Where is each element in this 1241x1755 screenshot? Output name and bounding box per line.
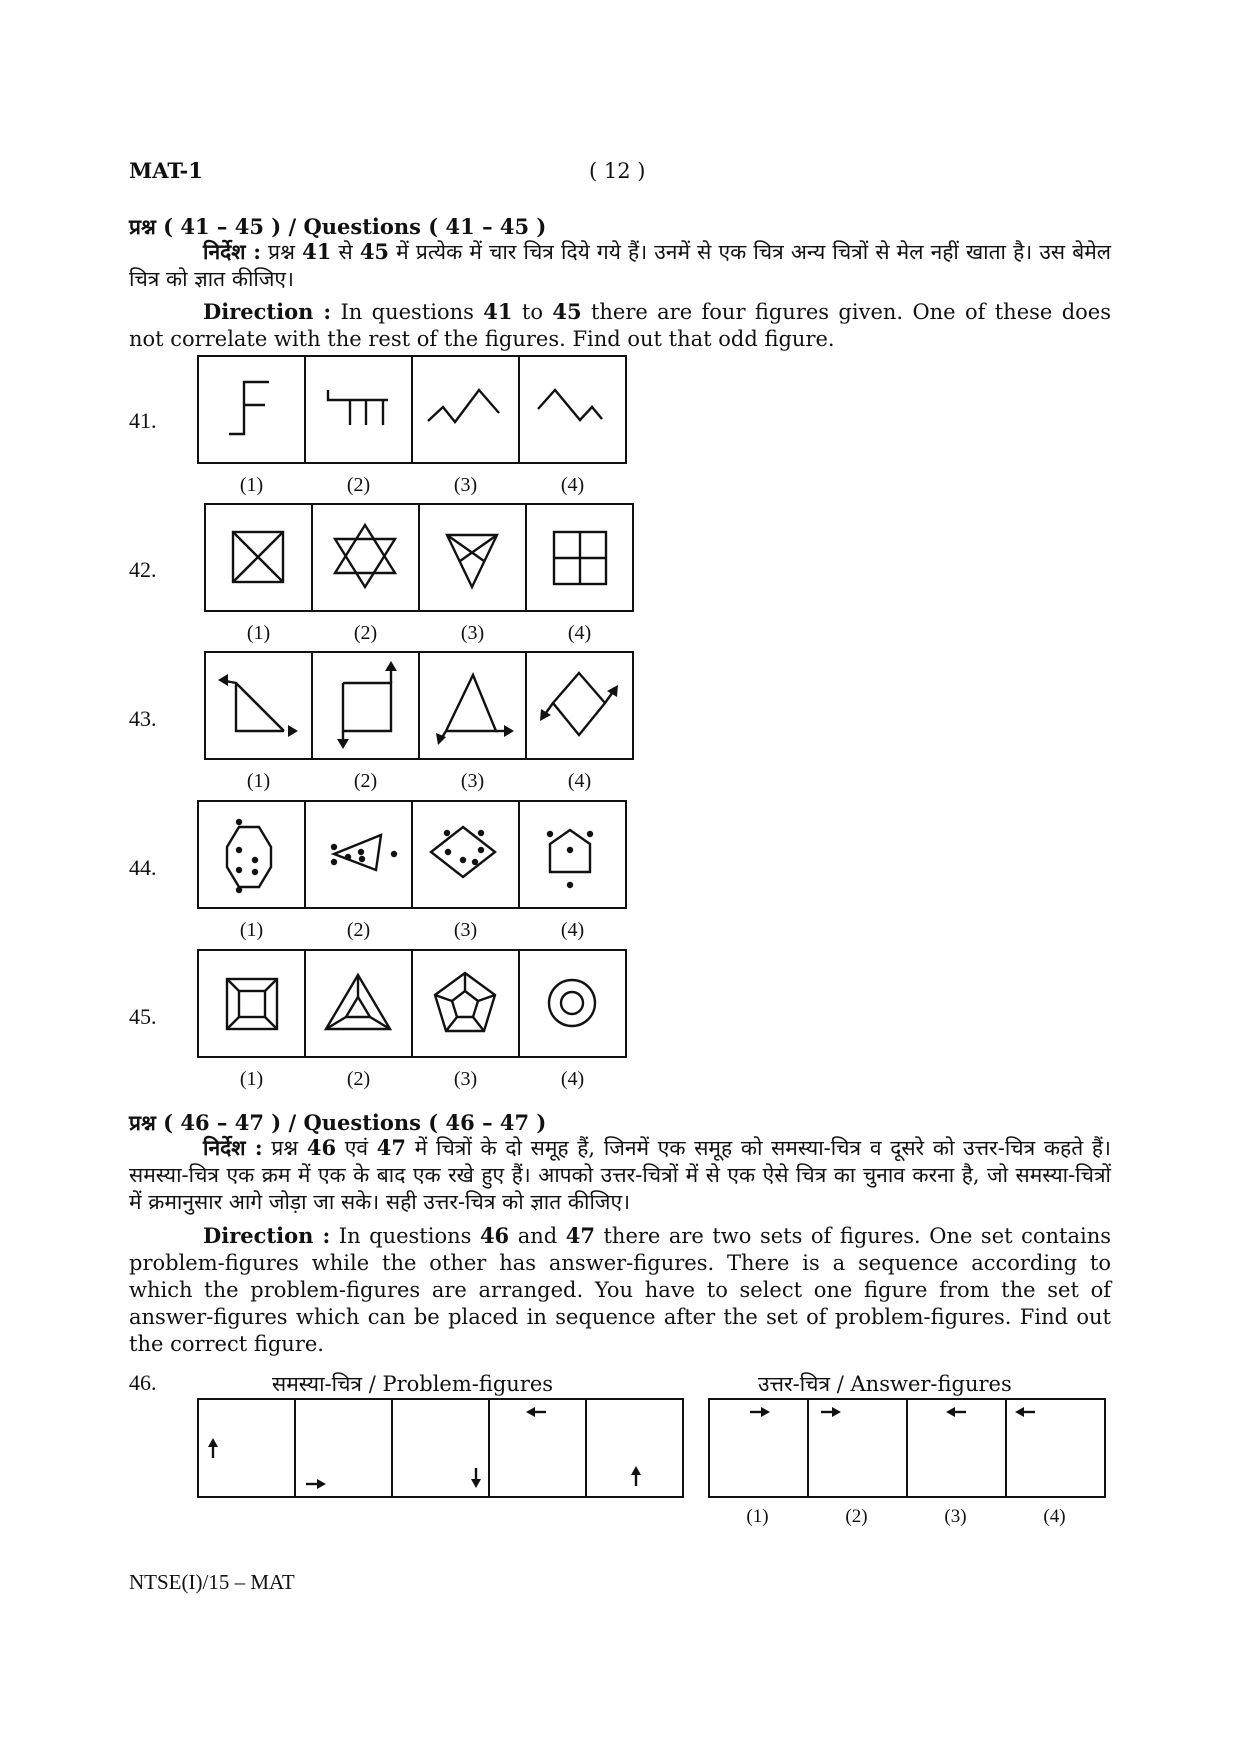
heading-hindi: प्रश्न: [129, 214, 156, 239]
q43-option-4-figure[interactable]: [527, 653, 632, 758]
q41-option-labels: (1) (2) (3) (4): [239, 474, 585, 496]
direction-label-hi: निर्देश :: [203, 239, 262, 264]
q44-option-2-figure[interactable]: [306, 802, 413, 907]
direction-english-41-45: Direction : In questions 41 to 45 there are four figures given. One of these does not correlate with the rest of the figures. Find out that odd figure.: [129, 299, 1111, 351]
paper-code: MAT-1: [129, 158, 203, 183]
q41-option-1-figure[interactable]: [199, 357, 306, 462]
problem-figure-1: [199, 1400, 296, 1496]
heading-english: ( 46 – 47 ) / Questions ( 46 – 47 ): [155, 1110, 547, 1135]
answer-figures-caption: उत्तर-चित्र / Answer-figures: [758, 1372, 1012, 1396]
direction-hindi-46-47: निर्देश : प्रश्न 46 एवं 47 में चित्रों के दो समूह हैं, जिनमें एक समूह को समस्या-चित्र व दूसरे को उत्तर-चित्र कहते हैं। समस्या-चित्र एक क्रम में एक के बाद एक रखे हुए हैं। आपको उत्तर-चित्रों में से एक ऐसे चित्र का चुनाव करना है, जो समस्या-चित्रों में क्रमानुसार आगे जोड़ा जा सके। सही उत्तर-चित्र को ज्ञात कीजिए।: [129, 1135, 1111, 1214]
q45-option-2-figure[interactable]: [306, 951, 413, 1056]
q41-option-3-figure[interactable]: [413, 357, 520, 462]
q43-option-1-figure[interactable]: [206, 653, 313, 758]
heading-english: ( 41 – 45 ) / Questions ( 41 – 45 ): [155, 214, 547, 239]
q42-option-2-figure[interactable]: [313, 505, 420, 610]
problem-figures-caption: समस्या-चित्र / Problem-figures: [272, 1372, 554, 1396]
page-number: ( 12 ): [589, 159, 646, 183]
problem-figure-2: [296, 1400, 393, 1496]
q43-option-3-figure[interactable]: [420, 653, 527, 758]
q46-answer-labels: (1) (2) (3) (4): [746, 1506, 1066, 1527]
answer-figure-1[interactable]: [710, 1400, 809, 1496]
q44-option-1-figure[interactable]: [199, 802, 306, 907]
q42-option-4-figure[interactable]: [527, 505, 632, 610]
direction-label-en: Direction :: [203, 299, 332, 324]
q45-option-4-figure[interactable]: [520, 951, 625, 1056]
problem-figure-5: [587, 1400, 682, 1496]
q41-option-2-figure[interactable]: [306, 357, 413, 462]
question-43-number: 43.: [129, 706, 157, 731]
answer-figures-row: [708, 1398, 1106, 1498]
direction-english-46-47: Direction : In questions 46 and 47 there are two sets of figures. One set contains problem-figures while the other has answer-figures. There is a sequence according to which the problem-figures are arranged. You have to select one figure from the set of answer-figures which can be placed in sequence after the set of problem-figures. Find out the correct figure.: [129, 1223, 1112, 1356]
section-heading-41-45: [129, 213, 546, 241]
answer-figure-2[interactable]: [809, 1400, 908, 1496]
question-41-number: 41.: [129, 408, 157, 433]
question-44-number: 44.: [129, 855, 157, 880]
problem-figure-3: [393, 1400, 490, 1496]
q43-option-labels: (1) (2) (3) (4): [246, 770, 592, 792]
footer-code: NTSE(I)/15 – MAT: [129, 1570, 295, 1594]
q45-option-1-figure[interactable]: [199, 951, 306, 1056]
answer-figure-4[interactable]: [1007, 1400, 1104, 1496]
q44-option-3-figure[interactable]: [413, 802, 520, 907]
question-43-figures: [204, 651, 634, 760]
problem-figure-4: [490, 1400, 587, 1496]
direction-label-hi: निर्देश :: [203, 1135, 263, 1160]
question-44-figures: [197, 800, 627, 909]
q44-option-labels: (1) (2) (3) (4): [239, 919, 585, 941]
q45-option-labels: (1) (2) (3) (4): [239, 1068, 585, 1090]
question-45-figures: [197, 949, 627, 1058]
heading-hindi: प्रश्न: [129, 1110, 156, 1135]
question-45-number: 45.: [129, 1004, 157, 1029]
problem-figures-row: [197, 1398, 684, 1498]
question-42-figures: [204, 503, 634, 612]
q43-option-2-figure[interactable]: [313, 653, 420, 758]
q42-option-3-figure[interactable]: [420, 505, 527, 610]
direction-label-en: Direction :: [203, 1223, 331, 1248]
q42-option-labels: (1) (2) (3) (4): [246, 622, 592, 644]
answer-figure-3[interactable]: [908, 1400, 1007, 1496]
q44-option-4-figure[interactable]: [520, 802, 625, 907]
direction-hindi-41-45: निर्देश : प्रश्न 41 से 45 में प्रत्येक में चार चित्र दिये गये हैं। उनमें से एक चित्र अन्य चित्रों से मेल नहीं खाता है। उस बेमेल चित्र को ज्ञात कीजिए।: [129, 239, 1111, 291]
q45-option-3-figure[interactable]: [413, 951, 520, 1056]
q42-option-1-figure[interactable]: [206, 505, 313, 610]
question-41-figures: [197, 355, 627, 464]
q41-option-4-figure[interactable]: [520, 357, 625, 462]
section-heading-46-47: [129, 1109, 546, 1137]
question-42-number: 42.: [129, 557, 157, 582]
question-46-number: 46.: [129, 1370, 157, 1395]
